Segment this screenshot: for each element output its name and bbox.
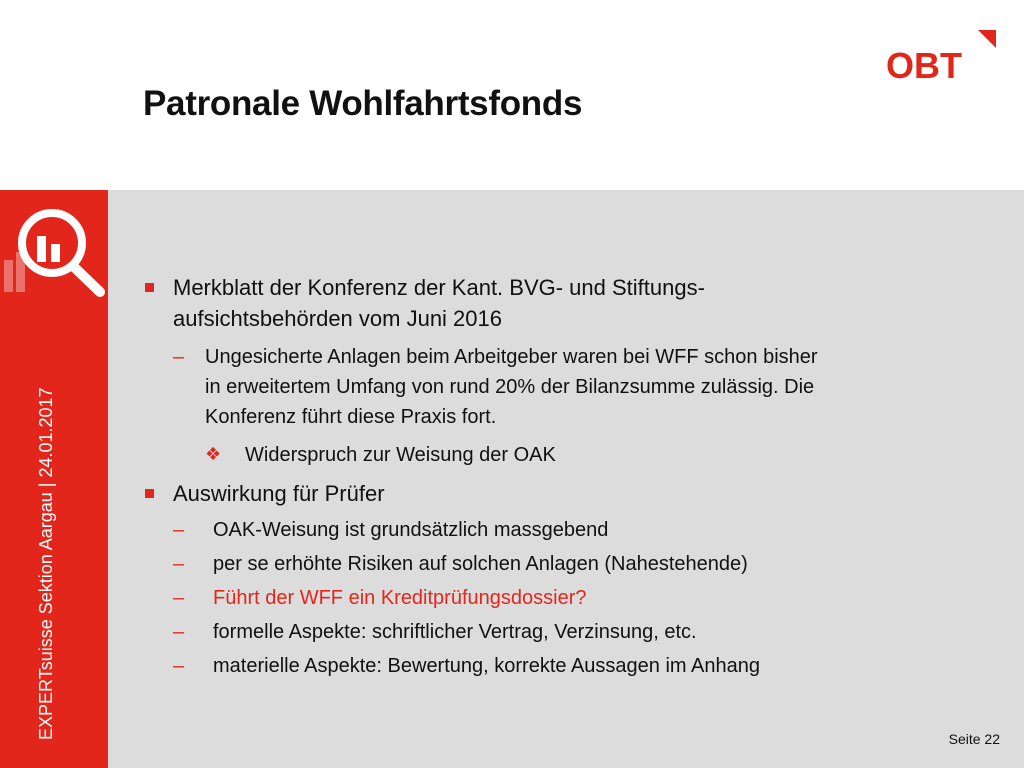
list-item-text-line: Konferenz führt diese Praxis fort. [205,406,497,428]
list-item-text: formelle Aspekte: schriftlicher Vertrag, Verzinsung, etc. [213,621,697,643]
sidebar-event-label: EXPERTsuisse Sektion Aargau | 24.01.2017 [36,387,56,740]
page-number: Seite 22 [948,731,1000,747]
four-diamond-bullet-icon: ❖ [205,444,222,465]
list-item [143,551,1003,578]
list-item-text: per se erhöhte Risiken auf solchen Anlagen (Nahestehende) [213,553,748,575]
obt-logo [884,28,1000,86]
list-item [143,517,1003,544]
dash-bullet-icon: – [173,587,185,609]
list-item-text-line: Merkblatt der Konferenz der Kant. BVG- und Stiftungs- [173,275,705,300]
bullet-list [143,272,1003,680]
list-item [143,272,1003,334]
list-item-highlighted [143,585,1003,612]
magnifier-bar-chart-icon [0,198,108,302]
list-item-text: Widerspruch zur Weisung der OAK [245,444,556,466]
dash-bullet-icon: – [173,553,185,575]
list-item-text: OAK-Weisung ist grundsätzlich massgebend [213,519,609,541]
list-item [143,619,1003,646]
logo-text: OBT [886,45,962,86]
dash-bullet-icon: – [173,519,185,541]
dash-bullet-icon: – [173,621,185,643]
list-item-text: Auswirkung für Prüfer [173,481,385,506]
list-item [143,342,1003,432]
list-item [143,653,1003,680]
list-item-text-line: in erweitertem Umfang von rund 20% der Bilanzsumme zulässig. Die [205,376,815,398]
list-item [143,478,1003,509]
list-item [143,440,1003,470]
dash-bullet-icon: – [173,655,185,677]
list-item-text: Führt der WFF ein Kreditprüfungsdossier? [213,587,587,609]
square-bullet-icon [145,283,154,292]
dash-bullet-icon: – [173,346,185,368]
list-item-text-line: Ungesicherte Anlagen beim Arbeitgeber waren bei WFF schon bisher [205,346,818,368]
slide-title: Patronale Wohlfahrtsfonds [143,84,583,123]
list-item-text-line: aufsichtsbehörden vom Juni 2016 [173,306,502,331]
list-item-text: materielle Aspekte: Bewertung, korrekte Aussagen im Anhang [213,655,760,677]
square-bullet-icon [145,489,154,498]
